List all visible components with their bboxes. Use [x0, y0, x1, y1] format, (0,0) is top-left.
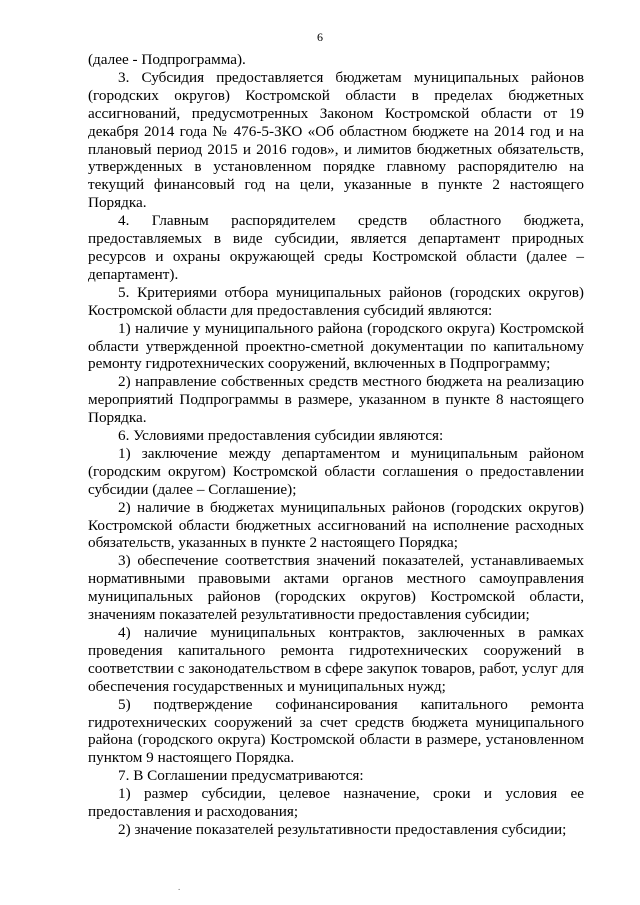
criterion-1: 1) наличие у муниципального района (городского округа) Костромской области утвержденной проектно-сметной документации по капитальному ремонту гидротехнических сооружений, включенных в Подпрограмму; — [88, 319, 584, 373]
paragraph-continuation: (далее - Подпрограмма). — [88, 51, 246, 68]
condition-2: 2) наличие в бюджетах муниципальных районов (городских округов) Костромской области бюджетных ассигнований на исполнение расходных обязательств, указанных в пункте 2 настоящего Порядка; — [88, 498, 584, 552]
agreement-item-2: 2) значение показателей результативности предоставления субсидии; — [118, 820, 567, 838]
condition-3: 3) обеспечение соответствия значений показателей, устанавливаемых нормативными правовыми актами органов местного самоуправления муниципальных районов (городских округов) Костромской области, значениям показателей результативности предоставления субсидии; — [88, 552, 584, 624]
page-number: 6 — [317, 30, 323, 44]
paragraph-3-subsidy-budgets: 3. Субсидия предоставляется бюджетам муниципальных районов (городских округов) Костромской области в пределах бюджетных ассигнований, предусмотренных Законом Костромской области от 19 декабря 2014 года № 476-5-ЗКО «Об областном бюджете на 2014 год и на плановый период 2015 и 2016 годов», и лимитов бюджетных обязательств, утвержденных в установленном порядке главному распорядителю на текущий финансовый год на цели, указанные в пункте 2 настоящего Порядка. — [88, 68, 584, 212]
paragraph-6-conditions: 6. Условиями предоставления субсидии являются: — [118, 427, 444, 445]
agreement-item-1: 1) размер субсидии, целевое назначение, сроки и условия ее предоставления и расходования; — [88, 785, 584, 821]
condition-5: 5) подтверждение софинансирования капитального ремонта гидротехнических сооружений за счет средств бюджета муниципального района (городского округа) Костромской области в размере, установленном пунктом 9 настоящего Порядка. — [88, 695, 584, 767]
paragraph-7-agreement: 7. В Соглашении предусматриваются: — [118, 767, 364, 785]
paragraph-5-selection-criteria: 5. Критериями отбора муниципальных районов (городских округов) Костромской области для предоставления субсидий являются: — [88, 283, 584, 319]
paragraph-4-main-administrator: 4. Главным распорядителем средств областного бюджета, предоставляемых в виде субсидии, является департамент природных ресурсов и охраны окружающей среды Костромской области (далее – департамент). — [88, 212, 584, 283]
condition-4: 4) наличие муниципальных контрактов, заключенных в рамках проведения капитального ремонта гидротехнических сооружений в соответствии с законодательством в сфере закупок товаров, работ, услуг для обеспечения государственных и муниципальных нужд; — [88, 624, 584, 695]
condition-1: 1) заключение между департаментом и муниципальным районом (городским округом) Костромской области соглашения о предоставлении субсидии (далее – Соглашение); — [88, 444, 584, 498]
document-body — [88, 51, 584, 839]
footer-mark: . — [178, 882, 181, 892]
criterion-2: 2) направление собственных средств местного бюджета на реализацию мероприятий Подпрограммы в размере, указанном в пункте 8 настоящего Порядка. — [88, 373, 584, 427]
